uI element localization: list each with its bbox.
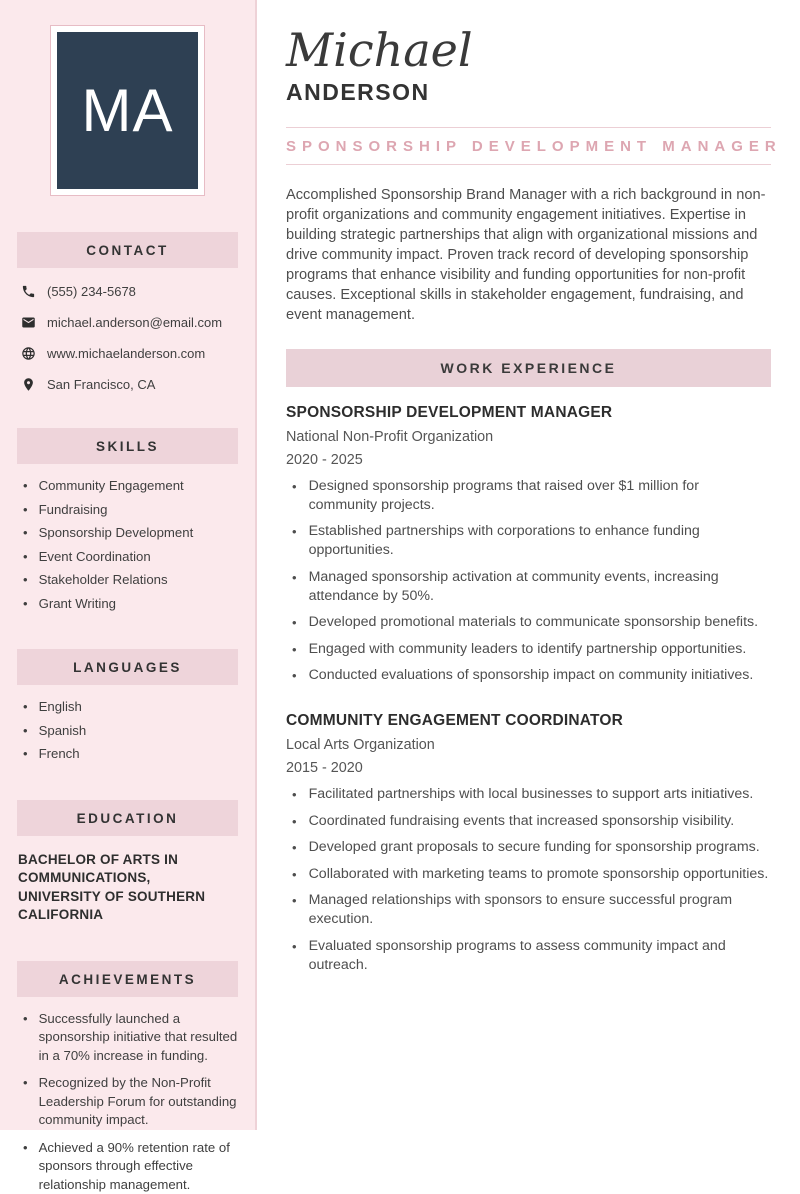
bullet-dot: • [23, 698, 28, 717]
job-bullet-text: Managed relationships with sponsors to ensure successful program execution. [309, 891, 771, 929]
skill-item [23, 571, 241, 590]
bullet-dot: • [292, 937, 297, 975]
language-item [23, 722, 241, 741]
name-header [286, 24, 771, 106]
skill-item [23, 477, 241, 496]
achievement-text: Recognized by the Non-Profit Leadership Forum for outstanding community impact. [39, 1074, 241, 1130]
job-company: Local Arts Organization [286, 737, 771, 753]
skill-label: Grant Writing [39, 595, 116, 614]
contact-phone-text: (555) 234-5678 [47, 284, 136, 299]
bullet-dot: • [23, 595, 28, 614]
job-bullet [292, 666, 771, 685]
job-bullet-list [286, 477, 771, 686]
achievements-section [0, 961, 255, 1194]
email-icon [21, 315, 36, 330]
bullet-dot: • [292, 568, 297, 606]
skill-label: Community Engagement [39, 477, 184, 496]
bullet-dot: • [292, 891, 297, 929]
bullet-dot: • [292, 613, 297, 632]
job-bullet [292, 785, 771, 804]
job-bullet-text: Developed grant proposals to secure funding for sponsorship programs. [309, 838, 760, 857]
skill-item [23, 524, 241, 543]
languages-list [23, 698, 241, 764]
skill-item [23, 595, 241, 614]
job-bullet [292, 640, 771, 659]
education-section [0, 800, 255, 925]
professional-summary: Accomplished Sponsorship Brand Manager with a rich background in non-profit organizations and community engagement initiatives. Expertise in building strategic partnerships that align with organizational missions and drive community impact. Proven track record of developing sponsorship programs that enhance visibility and funding opportunities for non-profit causes. Exceptional skills in stakeholder engagement, fundraising, and event management. [286, 185, 771, 325]
job-bullet-text: Designed sponsorship programs that raised over $1 million for community projects. [309, 477, 771, 515]
job-bullet [292, 613, 771, 632]
contact-item-location [21, 377, 241, 392]
job-company: National Non-Profit Organization [286, 429, 771, 445]
work-experience-heading: WORK EXPERIENCE [286, 349, 771, 387]
contact-email-text: michael.anderson@email.com [47, 315, 222, 330]
bullet-dot: • [292, 838, 297, 857]
job-entry [286, 404, 771, 686]
language-item [23, 698, 241, 717]
bullet-dot: • [23, 745, 28, 764]
job-entry [286, 712, 771, 975]
bullet-dot: • [23, 524, 28, 543]
job-bullet-text: Managed sponsorship activation at community events, increasing attendance by 50%. [309, 568, 771, 606]
languages-section [0, 649, 255, 764]
bullet-dot: • [23, 571, 28, 590]
contact-list [21, 284, 241, 392]
monogram-frame [50, 25, 205, 196]
job-bullet-text: Developed promotional materials to communicate sponsorship benefits. [309, 613, 759, 632]
phone-icon [21, 284, 36, 299]
bullet-dot: • [23, 501, 28, 520]
job-bullet [292, 812, 771, 831]
job-bullet [292, 838, 771, 857]
contact-item-email [21, 315, 241, 330]
languages-heading: LANGUAGES [17, 649, 238, 685]
job-bullet-text: Collaborated with marketing teams to promote sponsorship opportunities. [309, 865, 769, 884]
contact-website-text: www.michaelanderson.com [47, 346, 205, 361]
bullet-dot: • [292, 477, 297, 515]
language-label: English [39, 698, 82, 717]
contact-item-phone [21, 284, 241, 299]
job-bullet-text: Coordinated fundraising events that increased sponsorship visibility. [309, 812, 735, 831]
language-item [23, 745, 241, 764]
monogram-initials: MA [57, 32, 198, 189]
bullet-dot: • [292, 522, 297, 560]
first-name: Michael [286, 24, 771, 77]
job-bullet [292, 477, 771, 515]
bullet-dot: • [23, 722, 28, 741]
job-bullet [292, 568, 771, 606]
job-bullet-text: Evaluated sponsorship programs to assess community impact and outreach. [309, 937, 771, 975]
location-icon [21, 377, 36, 392]
contact-heading: CONTACT [17, 232, 238, 268]
education-heading: EDUCATION [17, 800, 238, 836]
achievement-item [23, 1139, 241, 1194]
job-bullet-text: Facilitated partnerships with local businesses to support arts initiatives. [309, 785, 754, 804]
skills-list [23, 477, 241, 613]
contact-location-text: San Francisco, CA [47, 377, 155, 392]
language-label: French [39, 745, 80, 764]
job-position-title: SPONSORSHIP DEVELOPMENT MANAGER [286, 404, 771, 422]
job-dates: 2015 - 2020 [286, 760, 771, 776]
skill-label: Event Coordination [39, 548, 151, 567]
job-position-title: COMMUNITY ENGAGEMENT COORDINATOR [286, 712, 771, 730]
skills-section [0, 428, 255, 613]
job-bullet [292, 865, 771, 884]
job-bullet-text: Conducted evaluations of sponsorship impact on community initiatives. [309, 666, 754, 685]
contact-item-website [21, 346, 241, 361]
skill-label: Sponsorship Development [39, 524, 194, 543]
bullet-dot: • [23, 477, 28, 496]
bullet-dot: • [292, 865, 297, 884]
bullet-dot: • [292, 666, 297, 685]
job-dates: 2020 - 2025 [286, 452, 771, 468]
job-bullet-text: Engaged with community leaders to identify partnership opportunities. [309, 640, 747, 659]
achievement-item [23, 1074, 241, 1130]
last-name: ANDERSON [286, 79, 771, 106]
main-column [286, 0, 771, 975]
job-bullet [292, 522, 771, 560]
bullet-dot: • [292, 785, 297, 804]
bullet-dot: • [23, 1139, 28, 1194]
skill-item [23, 548, 241, 567]
sidebar [0, 0, 257, 1130]
bullet-dot: • [23, 548, 28, 567]
job-bullet [292, 937, 771, 975]
achievement-item [23, 1010, 241, 1066]
skill-label: Fundraising [39, 501, 108, 520]
achievement-text: Successfully launched a sponsorship initiative that resulted in a 70% increase in funding. [39, 1010, 241, 1066]
achievement-text: Achieved a 90% retention rate of sponsors through effective relationship management. [39, 1139, 241, 1194]
bullet-dot: • [23, 1010, 28, 1066]
bullet-dot: • [23, 1074, 28, 1130]
job-bullet [292, 891, 771, 929]
job-bullet-text: Established partnerships with corporations to enhance funding opportunities. [309, 522, 771, 560]
job-title-banner: SPONSORSHIP DEVELOPMENT MANAGER [286, 127, 771, 165]
skill-label: Stakeholder Relations [39, 571, 168, 590]
achievements-heading: ACHIEVEMENTS [17, 961, 238, 997]
skills-heading: SKILLS [17, 428, 238, 464]
job-bullet-list [286, 785, 771, 975]
bullet-dot: • [292, 640, 297, 659]
skill-item [23, 501, 241, 520]
achievements-list [23, 1010, 241, 1194]
globe-icon [21, 346, 36, 361]
contact-section [0, 232, 255, 392]
language-label: Spanish [39, 722, 87, 741]
bullet-dot: • [292, 812, 297, 831]
education-degree: BACHELOR OF ARTS IN COMMUNICATIONS, UNIVERSITY OF SOUTHERN CALIFORNIA [18, 851, 237, 925]
